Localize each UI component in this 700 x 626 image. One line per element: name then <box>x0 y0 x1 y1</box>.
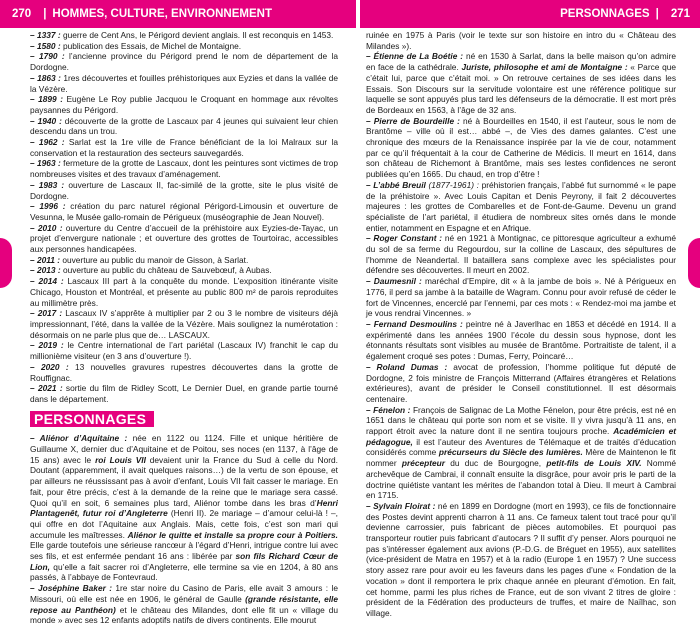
entry-name: – L’abbé Breuil <box>366 179 426 190</box>
entry-text: (Henri II). 2e mariage – d’amour celui-là ! –, qui offre en dot l’Aquitaine aux Anglais. Mais, cette fois, c’est son mari qui accumule les maîtresses. <box>30 508 338 540</box>
right-column <box>366 30 676 619</box>
timeline-entry <box>30 223 338 255</box>
timeline-date: – 2019 : <box>30 340 64 351</box>
entry-name: – Fénelon : <box>366 404 411 415</box>
left-page-number: 270 <box>12 8 32 20</box>
entry-name: – Joséphine Baker : <box>30 583 112 594</box>
entry-text: né en 1899 en Dordogne (mort en 1993), ce fils de fonctionnaire des Postes devint apprenti charron à 11 ans. Ce fameux talent tout tracé pour qu’il devienne carrossier, puis fabricant de pièces automobiles. Et pourquoi pas transporteur routier puis fabricant d’autocars ? Il suffit d’y penser. Alors pourquoi ne pas s’intéresser également aux avions (P.-D.G. de Bréguet en 1955), aux satellites (vice-président de Matra en 1957) et à la radio (Europe 1 en 1957) ? Une success story assez rare pour avoir eu les faveurs dans les pages d’une « Fondation de la vocation » dont il remportera le prix chaque année en pleurant d’émotion. En fait, cet homme, parmi les plus riches de France, eut de son vivant 2 titres de gloire : président de la Fédération des producteurs de truffes, et maire de Naïlhac, son village. <box>366 500 676 618</box>
entry-text: né en 1530 à Sarlat, dans la belle maison qu’on admire en face de la cathédrale. <box>366 51 676 73</box>
timeline-entry <box>30 383 338 404</box>
entry-name: – Sylvain Floirat : <box>366 500 436 511</box>
entry-name: – Étienne de La Boétie : <box>366 51 464 62</box>
entry-emphasis: précurseurs du Siècle des lumières. <box>438 447 583 458</box>
entry-text: maréchal d’Empire, dit « à la jambe de bois ». Né à Périgueux en 1776, il perd sa jambe à la bataille de Wagram. Connu pour avoir refusé de céder le fort de Vincennes, encerclé par l’ennemi, par ces mots : « Rendez-moi ma jambe et je vous rendrai Vincennes. » <box>366 276 676 319</box>
left-running-title: HOMMES, CULTURE, ENVIRONNEMENT <box>52 8 272 20</box>
timeline-text: 1res découvertes et fouilles préhistoriques aux Eyzies et dans la vallée de la Vézère. <box>30 72 338 94</box>
timeline-entry <box>30 308 338 340</box>
entry-fenelon <box>366 405 676 501</box>
entry-desmoulins <box>366 319 676 362</box>
timeline-text: découverte de la grotte de Lascaux par 4 jeunes qui suivaient leur chien descendu dans un trou. <box>30 115 338 137</box>
entry-emphasis: roi Louis VII <box>95 454 146 465</box>
timeline-entry <box>30 30 338 41</box>
timeline-text: ouverture du Centre d’accueil de la préhistoire aux Eyzies-de-Tayac, un projet d’envergure nationale ; et ouverture des grottes de Tourtoirac, accessibles aux personnes handicapées. <box>30 222 338 255</box>
timeline-text: ouverture au public du château de Sauvebœuf, à Aubas. <box>60 265 272 276</box>
entry-text: qu’elle a fait sacrer roi d’Angleterre, elle termine sa vie en 1204, à 80 ans passés, à l’abbaye de Fontevraud. <box>30 561 338 583</box>
entry-name: – Daumesnil : <box>366 276 422 287</box>
right-page-header <box>360 0 700 28</box>
timeline-date: – 2011 : <box>30 254 60 265</box>
entry-emphasis: précepteur <box>401 458 445 469</box>
timeline-date: – 1962 : <box>30 137 65 148</box>
entry-emphasis: petit-fils de Louis XIV. <box>546 458 642 469</box>
timeline-entry <box>30 73 338 94</box>
timeline-date: – 1899 : <box>30 94 63 105</box>
timeline-list <box>30 30 338 405</box>
timeline-date: – 1996 : <box>30 201 66 212</box>
timeline-entry <box>30 41 338 52</box>
entry-text: né en 1921 à Montignac, ce pittoresque agriculteur a exhumé du sol de sa ferme du Regourdou, sur la colline de Lascaux, des sépultures de l’homme de Neandertal. Il bataillera sans complexe avec les spécialistes pour défendre ses découvertes. Il meurt en 2002. <box>366 233 676 276</box>
entry-text: avocat de profession, l’homme politique fut député de Dordogne, 2 fois ministre de François Mitterrand (Affaires étrangères et Relations extérieures), avant de présider le Conseil constitutionnel. Il est désormais centenaire. <box>366 361 676 404</box>
timeline-entry <box>30 116 338 137</box>
timeline-entry <box>30 137 338 158</box>
timeline-date: – 2017 : <box>30 308 63 319</box>
timeline-entry <box>30 340 338 361</box>
entry-boetie <box>366 51 676 115</box>
timeline-date: – 1337 : <box>30 30 61 40</box>
entry-text: Elle garde toutefois une sérieuse rancœur à l’égard d’Henri, intrigue contre lui avec ses fils, et est enfermée pendant 16 ans : libérée par <box>30 540 338 562</box>
entry-text: et le château des Milandes, dont elle fit un « village du monde » avec ses 12 enfants adoptifs natifs de divers continents. Elle mourut <box>30 604 338 626</box>
entry-text: François de Salignac de La Mothe Fénelon, pour être précis, est né en 1651 dans le château qui porte son nom et se visite. Il y vivra jusqu’à 11 ans, en rapport étroit avec la nature dont il ne sentira toujours proche. <box>366 404 676 437</box>
entry-text: il est l’auteur des Aventures de Télémaque et de traités d’éducation considérés comme <box>366 436 676 458</box>
timeline-date: – 1863 : <box>30 72 61 83</box>
entry-bourdeille <box>366 116 676 180</box>
entry-name: – Roger Constant : <box>366 233 443 244</box>
timeline-text: 13 nouvelles gravures rupestres découvertes dans la grotte de Rouffignac. <box>30 361 338 383</box>
header-separator: | <box>43 8 47 20</box>
entry-name: – Fernand Desmoulins : <box>366 318 463 329</box>
entry-name: – Pierre de Bourdeille : <box>366 115 460 126</box>
timeline-entry <box>30 201 338 222</box>
timeline-text: création du parc naturel régional Périgord-Limousin et ouverture de Vesunna, le Musée gallo-romain de Périgueux (muséographie de Jean Nouvel). <box>30 201 338 222</box>
right-page-number: 271 <box>670 8 690 20</box>
entry-emphasis: Aliénor le quitte et installe sa propre cour à Poitiers. <box>127 529 338 540</box>
entry-text: né à Bourdeilles en 1540, il est l’auteur, sous le nom de Brantôme – ville où il est… abbé –, de Vies des dames galantes. C’est une chronique des mœurs de la Renaissance inspirée par la vie de cour, notamment par ce qu’il fréquentait à la cour de Catherine de Médicis. Il meurt en 1614, dans son château de Richemont à Brantôme, mais ses lestes confidences ne seront publiées qu’en 1665. Du chaud, en trop d’être ! <box>366 115 676 180</box>
page-gutter <box>356 0 360 584</box>
timeline-entry <box>30 265 338 276</box>
entry-daumesnil <box>366 276 676 319</box>
left-column <box>30 30 338 626</box>
entry-text: Mère de Maintenon le fit nommer <box>366 447 676 469</box>
entry-text: du duc de Bourgogne, <box>444 458 547 469</box>
timeline-date: – 1940 : <box>30 115 62 126</box>
left-page-header <box>0 0 356 28</box>
entry-name: – Aliénor d’Aquitaine : <box>30 433 128 444</box>
section-heading-personnages: PERSONNAGES <box>30 411 154 428</box>
entry-josephine <box>30 583 338 626</box>
timeline-date: – 1790 : <box>30 51 65 62</box>
entry-text: Nommé archevêque de Cambrai, il connaît ensuite la disgrâce, pour avoir pris le parti de la doctrine quiétiste vantant les mérites de l’abandon total à Dieu. Il meurt à Cambrai en 1715. <box>366 458 677 501</box>
entry-name: – Roland Dumas : <box>366 361 448 372</box>
timeline-date: – 2014 : <box>30 276 64 287</box>
timeline-entry <box>30 362 338 383</box>
timeline-entry <box>30 158 338 179</box>
timeline-text: publication des Essais, de Michel de Montaigne. <box>60 40 242 51</box>
timeline-text: l’ancienne province du Périgord prend le nom de département de la Dordogne. <box>30 51 338 73</box>
timeline-entry <box>30 94 338 115</box>
timeline-text: Eugène Le Roy publie Jacquou le Croquant en hommage aux révoltes paysannes du Périgord. <box>30 94 338 115</box>
right-running-title: PERSONNAGES <box>560 8 650 20</box>
thumb-tab-left <box>0 238 12 288</box>
thumb-tab-right <box>688 238 700 288</box>
entry-emphasis: Académicien et pédagogue, <box>366 426 676 447</box>
entry-text: préhistorien français, l’abbé fut surnommé « le pape de la préhistoire ». Avec Louis Capitan et Denis Peyrony, il fait 2 découvertes majeures : les grottes de Combarelles et de Font-de-Gaume. Devenu un grand spécialiste de l’art pariétal, il étudiera de nombreux sites ornés dans le monde entier, notamment en Espagne et en Afrique. <box>366 179 676 233</box>
timeline-text: ouverture au public du manoir de Gisson, à Sarlat. <box>60 254 249 265</box>
entry-alienor <box>30 433 338 583</box>
entry-text: née en 1122 ou 1124. Fille et unique héritière de Guillaume X, dernier duc d’Aquitaine et de Poitou, ses noces (en 1137, à l’âge de 15 ans) avec le <box>30 433 339 465</box>
timeline-text: fermeture de la grotte de Lascaux, dont les peintures sont victimes de trop nombreuses visites et des travaux d’aménagement. <box>30 158 338 180</box>
entry-text: peintre né à Javerlhac en 1853 et décédé en 1914. Il a expérimenté dans les années 1900 l’école du dessin sous hypnose, dont les étonnants résultats sont visibles au musée de Brantôme. Portraitiste de talent, il a également croqué ses potes : Dumas, Ferry, Poincaré… <box>366 318 676 362</box>
timeline-text: Sarlat est la 1re ville de France bénéficiant de la loi Malraux sur la conservation et la restauration des secteurs sauvegardés. <box>30 137 338 158</box>
entry-text: « Parce que c’était lui, parce que c’était moi. » On retrouve certaines de ses idées dans les Essais. Son Discours sur la servitude volontaire est une référence politique sur laquelle se sont appuyés plus tard les défenseurs de la démocratie. Il est mort près de Bordeaux en 1563, à l’âge de 32 ans. <box>366 62 676 115</box>
timeline-entry <box>30 51 338 72</box>
timeline-text: sortie du film de Ridley Scott, Le Dernier Duel, en grande partie tourné dans le département. <box>30 383 338 404</box>
timeline-text: ouverture de Lascaux II, fac-similé de la grotte, site le plus visité de Dordogne. <box>30 179 338 201</box>
timeline-date: – 1983 : <box>30 179 65 190</box>
timeline-date: – 2021 : <box>30 383 63 394</box>
timeline-date: – 1580 : <box>30 40 61 51</box>
timeline-date: – 2013 : <box>30 265 61 276</box>
entry-emphasis: (grande résistante, elle repose au Panthéon) <box>30 593 339 615</box>
timeline-entry <box>30 180 338 201</box>
header-separator: | <box>655 8 659 20</box>
entry-dumas <box>366 362 676 405</box>
timeline-date: – 2010 : <box>30 222 63 233</box>
timeline-entry <box>30 255 338 266</box>
timeline-text: le Centre international de l’art pariétal (Lascaux IV) franchit le cap du millionième visiteur (en 3 ans d’ouverture !). <box>30 340 338 362</box>
entry-emphasis: Henri Plantagenêt, futur roi d’Angleterre <box>30 497 338 519</box>
entry-roger-constant <box>366 233 676 276</box>
entry-dates: (1877-1961) : <box>425 179 479 190</box>
timeline-entry <box>30 276 338 308</box>
entry-breuil <box>366 180 676 234</box>
timeline-date: – 2020 : <box>30 361 69 372</box>
entry-intro-continued: ruinée en 1975 à Paris (voir le texte sur son histoire en intro du « Château des Milandes »). <box>366 30 676 51</box>
timeline-text: Lascaux IV s’apprête à multiplier par 2 ou 3 le nombre de visiteurs déjà impressionnant, l’été, dans la vallée de la Vézère. Mais soulignez la numérotation : désormais on ne parle plus que de… LASCAUX. <box>30 308 338 340</box>
entry-emphasis: Juriste, philosophe et ami de Montaigne : <box>461 62 628 73</box>
entry-sylvain-floirat <box>366 501 676 619</box>
entry-text: 1re star noire du Casino de Paris, elle avait 3 amours : le Missouri, où elle est née en 1906, le général de Gaulle <box>30 583 338 604</box>
timeline-text: Lascaux III part à la conquête du monde. L’exposition itinérante visite Chicago, Houston et Montréal, et présente au public 800 m² de parois reproduites au millimètre près. <box>30 276 338 308</box>
timeline-date: – 1963 : <box>30 158 61 169</box>
entry-emphasis: son fils Richard Cœur de Lion, <box>30 551 338 572</box>
entry-text: devaient unir la France du Sud à celle du Nord. Doutant (apparemment, il avait quelques raisons…) de la vertu de son épouse, et par ailleurs ne réussissant pas à avoir d’enfant, Louis VII fait casser le mariage. En fait, pour être précis, c’est à la demande de la reine que le mariage sera cassé. Quoi qu’il en soit, 6 semaines plus tard, Aliénor tombe dans les bras d’ <box>30 454 338 508</box>
timeline-text: guerre de Cent Ans, le Périgord devient anglais. Il est reconquis en 1453. <box>60 30 334 40</box>
